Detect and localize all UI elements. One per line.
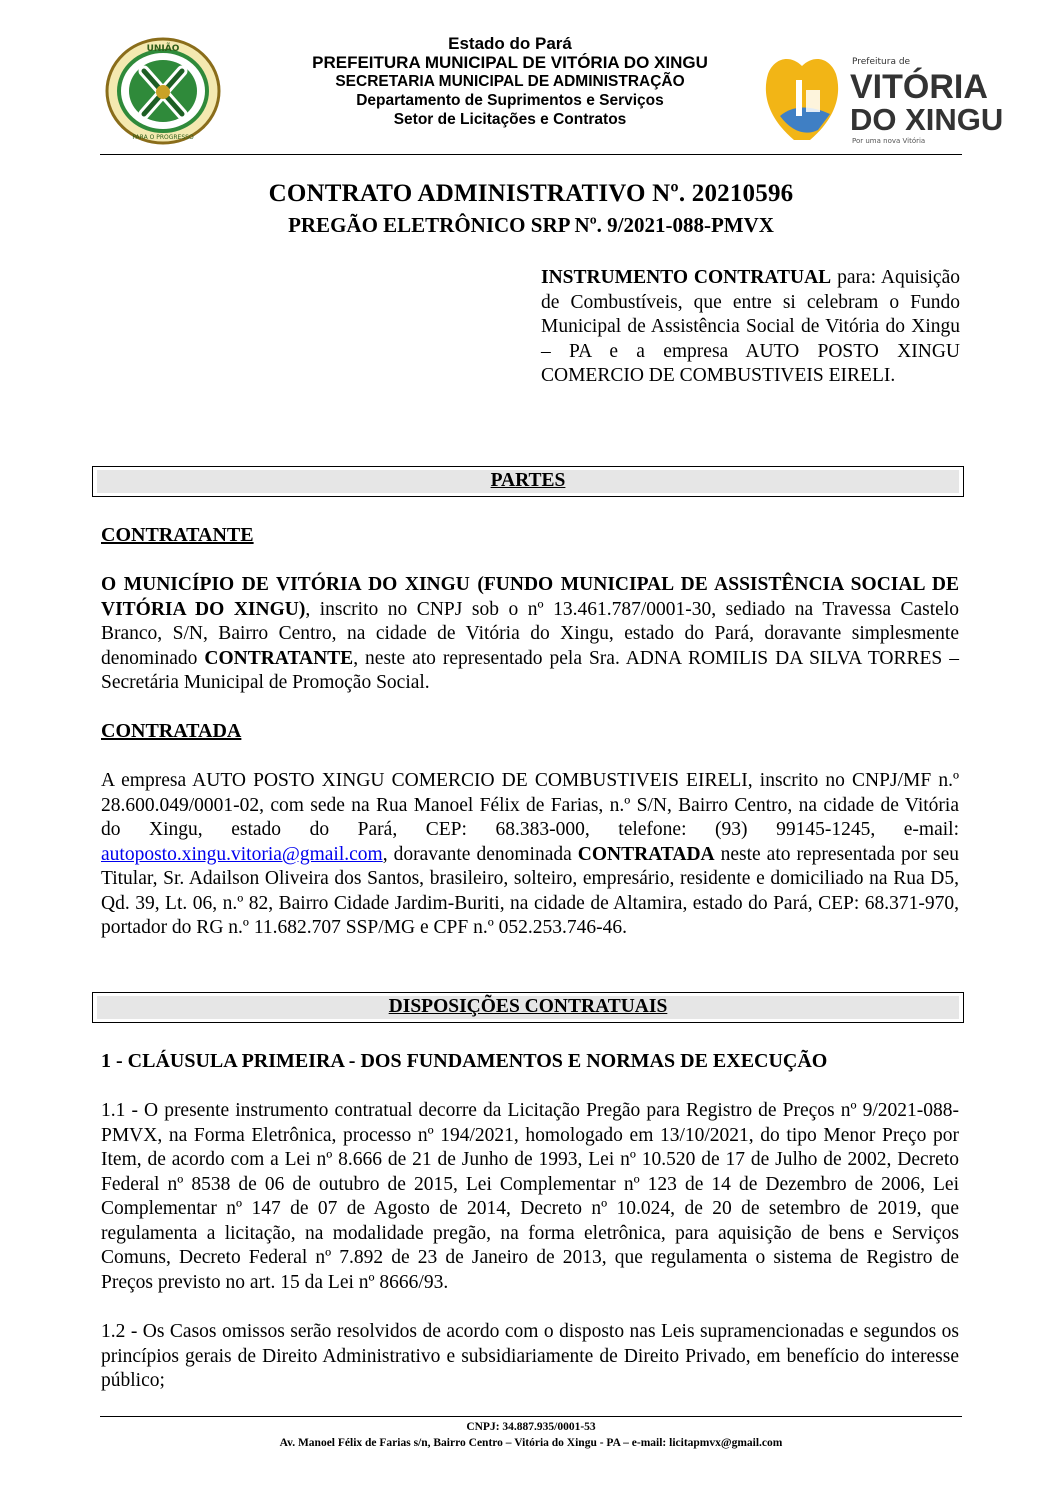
contratante-name: O MUNICÍPIO DE VITÓRIA DO XINGU (FUNDO MUNICIPAL DE ASSISTÊNCIA SOCIAL DE VITÓRIA DO XINGU): [101, 574, 959, 620]
contratante-heading: CONTRATANTE: [101, 524, 254, 546]
contratante-label: CONTRATANTE: [204, 647, 354, 669]
clausula-1-1-paragraph: 1.1 - O presente instrumento contratual decorre da Licitação Pregão para Registro de Preços nº 9/2021-088-PMVX, na Forma Eletrônica, processo nº 194/2021, homologado em 13/10/2021, do tipo Menor Preço por Item, de acordo com a Lei nº 8.666 de 21 de Junho de 1993, Lei nº 10.520 de 17 de Julho de 2002, Decreto Federal nº 8538 de 06 de outubro de 2015, Lei Complementar nº 123 de 14 de Dezembro de 2006, Lei Complementar nº 147 de 07 de Agosto de 2014, Decreto nº 10.024, de 20 de setembro de 2019, que regulamenta a licitação, na modalidade pregão, na forma eletrônica, para aquisição de bens e Serviços Comuns, Decreto Federal nº 7.892 de 23 de Janeiro de 2013, que regulamenta o sistema de Registro de Preços previsto no art. 15 da Lei nº 8666/93.: [101, 1100, 959, 1293]
contract-subtitle: PREGÃO ELETRÔNICO SRP Nº. 9/2021-088-PMVX: [288, 213, 774, 237]
header-prefeitura: PREFEITURA MUNICIPAL DE VITÓRIA DO XINGU: [312, 53, 708, 72]
footer-cnpj: CNPJ: 34.887.935/0001-53: [466, 1421, 596, 1433]
contratante-text-2: , neste ato representado pela Sra. ADNA ROMILIS DA SILVA TORRES – Secretária Municipal de Promoção Social.: [101, 647, 959, 693]
seal-text-top: UNIÃO: [146, 44, 180, 54]
clausula-primeira-heading: 1 - CLÁUSULA PRIMEIRA - DOS FUNDAMENTOS E NORMAS DE EXECUÇÃO: [101, 1050, 828, 1072]
section-partes-box: [92, 466, 964, 497]
brand-tagline: Por uma nova Vitória: [852, 137, 926, 145]
contratada-email-link[interactable]: autoposto.xingu.vitoria@gmail.com: [101, 843, 383, 865]
section-partes-title: PARTES: [490, 470, 566, 491]
contract-title: CONTRATO ADMINISTRATIVO Nº. 20210596: [268, 180, 794, 207]
header-setor: Setor de Licitações e Contratos: [393, 111, 627, 128]
header-divider: [100, 154, 962, 155]
clausula-1-2-paragraph: 1.2 - Os Casos omissos serão resolvidos de acordo com o disposto nas Leis supramencionadas e segundos os princípios gerais de Direito Administrativo e subsidiariamente de Direito Privado, em benefício do interesse público;: [101, 1321, 959, 1391]
footer-divider: [100, 1416, 962, 1417]
contratada-paragraph: [101, 769, 959, 941]
contratante-text-1: , inscrito no CNPJ sob o nº 13.461.787/0001-30, sediado na Travessa Castelo Branco, S/N, Bairro Centro, na cidade de Vitória do Xingu, estado do Pará, doravante simplesmente denominado: [101, 598, 959, 669]
page-header: [100, 30, 1004, 152]
brand-small-text: Prefeitura de: [852, 57, 911, 67]
footer-address: Av. Manoel Félix de Farias s/n, Bairro Centro – Vitória do Xingu - PA – e-mail: licitapmvx@gmail.com: [279, 1437, 783, 1449]
section-disposicoes-box: [92, 992, 964, 1023]
instrumento-label: INSTRUMENTO CONTRATUAL: [541, 267, 832, 288]
contratada-text-1: A empresa AUTO POSTO XINGU COMERCIO DE COMBUSTIVEIS EIRELI, inscrito no CNPJ/MF n.º 28.600.049/0001-02, com sede na Rua Manoel Félix de Farias, n.º S/N, Bairro Centro, na cidade de Vitória do Xingu, estado do Pará, CEP: 68.383-000, telefone: (93) 99145-1245, e-mail:: [101, 770, 959, 840]
municipal-seal-logo: [104, 36, 222, 146]
header-text-block: [230, 34, 790, 129]
vitoria-do-xingu-logo: [760, 40, 1004, 150]
instrumento-contratual-summary: [541, 266, 960, 389]
contratada-heading: CONTRATADA: [101, 720, 242, 742]
brand-line2: DO XINGU: [850, 102, 1004, 137]
seal-text-bottom: PARA O PROGRESSO: [132, 134, 194, 141]
contratante-paragraph: [101, 573, 959, 696]
contratada-text-3: neste ato representada por seu Titular, Sr. Adailson Oliveira dos Santos, brasileiro, solteiro, empresário, residente e domiciliado na Rua D5, Qd. 39, Lt. 06, n.º 82, Bairro Cidade Jardim-Buriti, na cidade de Altamira, estado do Pará, CEP: 68.371-970, portador do RG n.º 11.682.707 SSP/MG e CPF n.º 052.253.746-46.: [101, 843, 959, 938]
contratada-label: CONTRATADA: [577, 843, 715, 865]
contratada-text-2: , doravante denominada: [382, 843, 578, 865]
header-secretaria: SECRETARIA MUNICIPAL DE ADMINISTRAÇÃO: [335, 73, 685, 90]
section-disposicoes-title: DISPOSIÇÕES CONTRATUAIS: [388, 996, 668, 1017]
header-state: Estado do Pará: [448, 34, 572, 53]
header-departamento: Departamento de Suprimentos e Serviços: [356, 92, 664, 109]
instrumento-text: para: Aquisição de Combustíveis, que entre si celebram o Fundo Municipal de Assistência Social de Vitória do Xingu – PA e a empresa AUTO POSTO XINGU COMERCIO DE COMBUSTIVEIS EIRELI.: [541, 267, 960, 387]
brand-line1: VITÓRIA: [850, 68, 988, 106]
